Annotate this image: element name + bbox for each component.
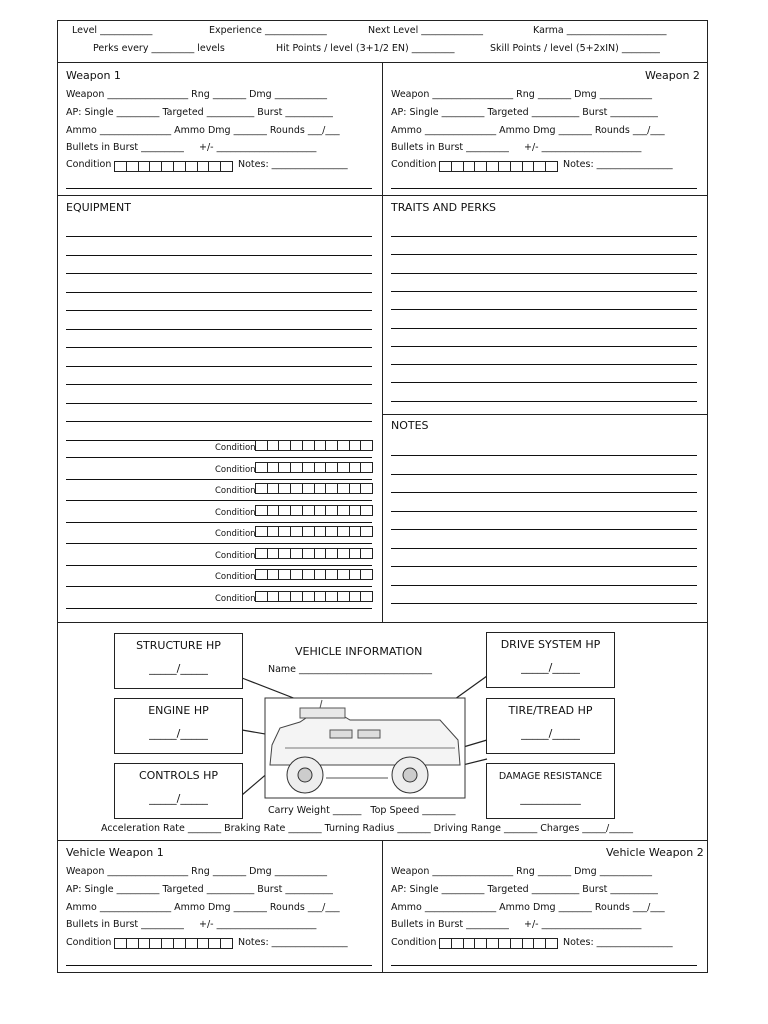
vweapon1-row-ap[interactable]: AP: Single _________ Targeted __________ Burst __________ <box>66 884 333 895</box>
engine-hp-label: ENGINE HP <box>148 704 209 717</box>
tire-tread-hp-label: TIRE/TREAD HP <box>508 704 593 717</box>
weapon1-notes[interactable]: Notes: ________________ <box>238 159 348 170</box>
equipment-condition-label: Condition <box>215 550 256 561</box>
equipment-condition-label: Condition <box>215 486 256 496</box>
equipment-condition-label: Condition <box>215 593 256 604</box>
vehicle-weapon2-title: Vehicle Weapon 2 <box>606 846 704 859</box>
weapon2-row-burst[interactable]: Bullets in Burst _________ +/- _____________________ <box>391 142 642 153</box>
weapon2-row-weapon[interactable]: Weapon _________________ Rng _______ Dmg ___________ <box>391 89 652 100</box>
engine-hp-box[interactable] <box>114 698 243 754</box>
weapon2-notes[interactable]: Notes: ________________ <box>563 159 673 170</box>
weapon2-row-ammo[interactable]: Ammo _______________ Ammo Dmg _______ Rounds ___/___ <box>391 125 665 136</box>
vweapon2-row-burst[interactable]: Bullets in Burst _________ +/- _____________________ <box>391 919 642 930</box>
controls-hp-value[interactable]: _____/_____ <box>149 792 208 805</box>
vweapon1-row-ammo[interactable]: Ammo _______________ Ammo Dmg _______ Rounds ___/___ <box>66 902 340 913</box>
weapon1-condition-label: Condition <box>66 159 112 170</box>
vweapon2-row-ammo[interactable]: Ammo _______________ Ammo Dmg _______ Rounds ___/___ <box>391 902 665 913</box>
vweapon2-condition-label: Condition <box>391 937 437 948</box>
vweapon2-row-weapon[interactable]: Weapon _________________ Rng _______ Dmg ___________ <box>391 866 652 877</box>
vweapon1-row-burst[interactable]: Bullets in Burst _________ +/- _____________________ <box>66 919 317 930</box>
vweapon1-condition-boxes[interactable] <box>114 938 233 949</box>
vweapon1-row-weapon[interactable]: Weapon _________________ Rng _______ Dmg ___________ <box>66 866 327 877</box>
drive-system-hp-label: DRIVE SYSTEM HP <box>500 638 601 651</box>
karma-field[interactable]: Karma _____________________ <box>533 25 667 36</box>
structure-hp-label: STRUCTURE HP <box>136 639 221 652</box>
notes-title: NOTES <box>391 419 429 432</box>
weapon1-title: Weapon 1 <box>66 69 121 82</box>
weapon1-row-ammo[interactable]: Ammo _______________ Ammo Dmg _______ Rounds ___/___ <box>66 125 340 136</box>
structure-hp-value[interactable]: _____/_____ <box>149 662 208 675</box>
next-level-field[interactable]: Next Level _____________ <box>368 25 483 36</box>
skill-points-field[interactable]: Skill Points / level (5+2xIN) ________ <box>490 43 660 54</box>
drive-system-hp-box[interactable] <box>486 632 615 688</box>
vehicle-weapon1-title: Vehicle Weapon 1 <box>66 846 164 859</box>
level-field[interactable]: Level ___________ <box>72 25 153 36</box>
equipment-condition-label: Condition <box>215 572 256 582</box>
vweapon1-notes[interactable]: Notes: ________________ <box>238 937 348 948</box>
controls-hp-box[interactable] <box>114 763 243 819</box>
equipment-title: EQUIPMENT <box>66 201 131 214</box>
writing-line[interactable] <box>391 965 697 966</box>
tire-tread-hp-value[interactable]: _____/_____ <box>521 727 580 740</box>
structure-hp-box[interactable] <box>114 633 243 689</box>
damage-resistance-box[interactable] <box>486 763 615 819</box>
traits-title: TRAITS AND PERKS <box>391 201 497 214</box>
vehicle-stats-row[interactable]: Acceleration Rate _______ Braking Rate _______ Turning Radius _______ Driving Range _______ Charges _____/_____ <box>101 823 633 834</box>
vweapon2-row-ap[interactable]: AP: Single _________ Targeted __________ Burst __________ <box>391 884 658 895</box>
equipment-condition-label: Condition <box>215 507 256 518</box>
equipment-condition-label: Condition <box>215 464 256 475</box>
carry-weight-top-speed[interactable]: Carry Weight ______ Top Speed _______ <box>268 805 456 816</box>
weapon2-condition-label: Condition <box>391 159 437 170</box>
weapon2-row-ap[interactable]: AP: Single _________ Targeted __________ Burst __________ <box>391 107 658 118</box>
vweapon2-notes[interactable]: Notes: ________________ <box>563 937 673 948</box>
engine-hp-value[interactable]: _____/_____ <box>149 727 208 740</box>
controls-hp-label: CONTROLS HP <box>138 769 219 782</box>
hit-points-field[interactable]: Hit Points / level (3+1/2 EN) _________ <box>276 43 455 54</box>
equipment-condition-label: Condition <box>215 529 256 539</box>
weapon2-title: Weapon 2 <box>645 69 700 82</box>
writing-line[interactable] <box>66 965 372 966</box>
weapon1-row-weapon[interactable]: Weapon _________________ Rng _______ Dmg ___________ <box>66 89 327 100</box>
weapon1-row-burst[interactable]: Bullets in Burst _________ +/- _____________________ <box>66 142 317 153</box>
experience-field[interactable]: Experience _____________ <box>209 25 327 36</box>
equipment-condition-label: Condition <box>215 443 256 453</box>
damage-resistance-value[interactable]: ___________ <box>520 792 581 805</box>
damage-resistance-label: DAMAGE RESISTANCE <box>498 771 603 782</box>
vehicle-name-field[interactable]: Name ____________________________ <box>268 664 433 675</box>
perks-field[interactable]: Perks every _________ levels <box>93 43 225 54</box>
tire-tread-hp-box[interactable] <box>486 698 615 754</box>
vweapon2-condition-boxes[interactable] <box>439 938 558 949</box>
apc-illustration <box>265 698 465 798</box>
vweapon1-condition-label: Condition <box>66 937 112 948</box>
weapon1-row-ap[interactable]: AP: Single _________ Targeted __________ Burst __________ <box>66 107 333 118</box>
vehicle-title: VEHICLE INFORMATION <box>295 645 423 658</box>
drive-system-hp-value[interactable]: _____/_____ <box>521 661 580 674</box>
